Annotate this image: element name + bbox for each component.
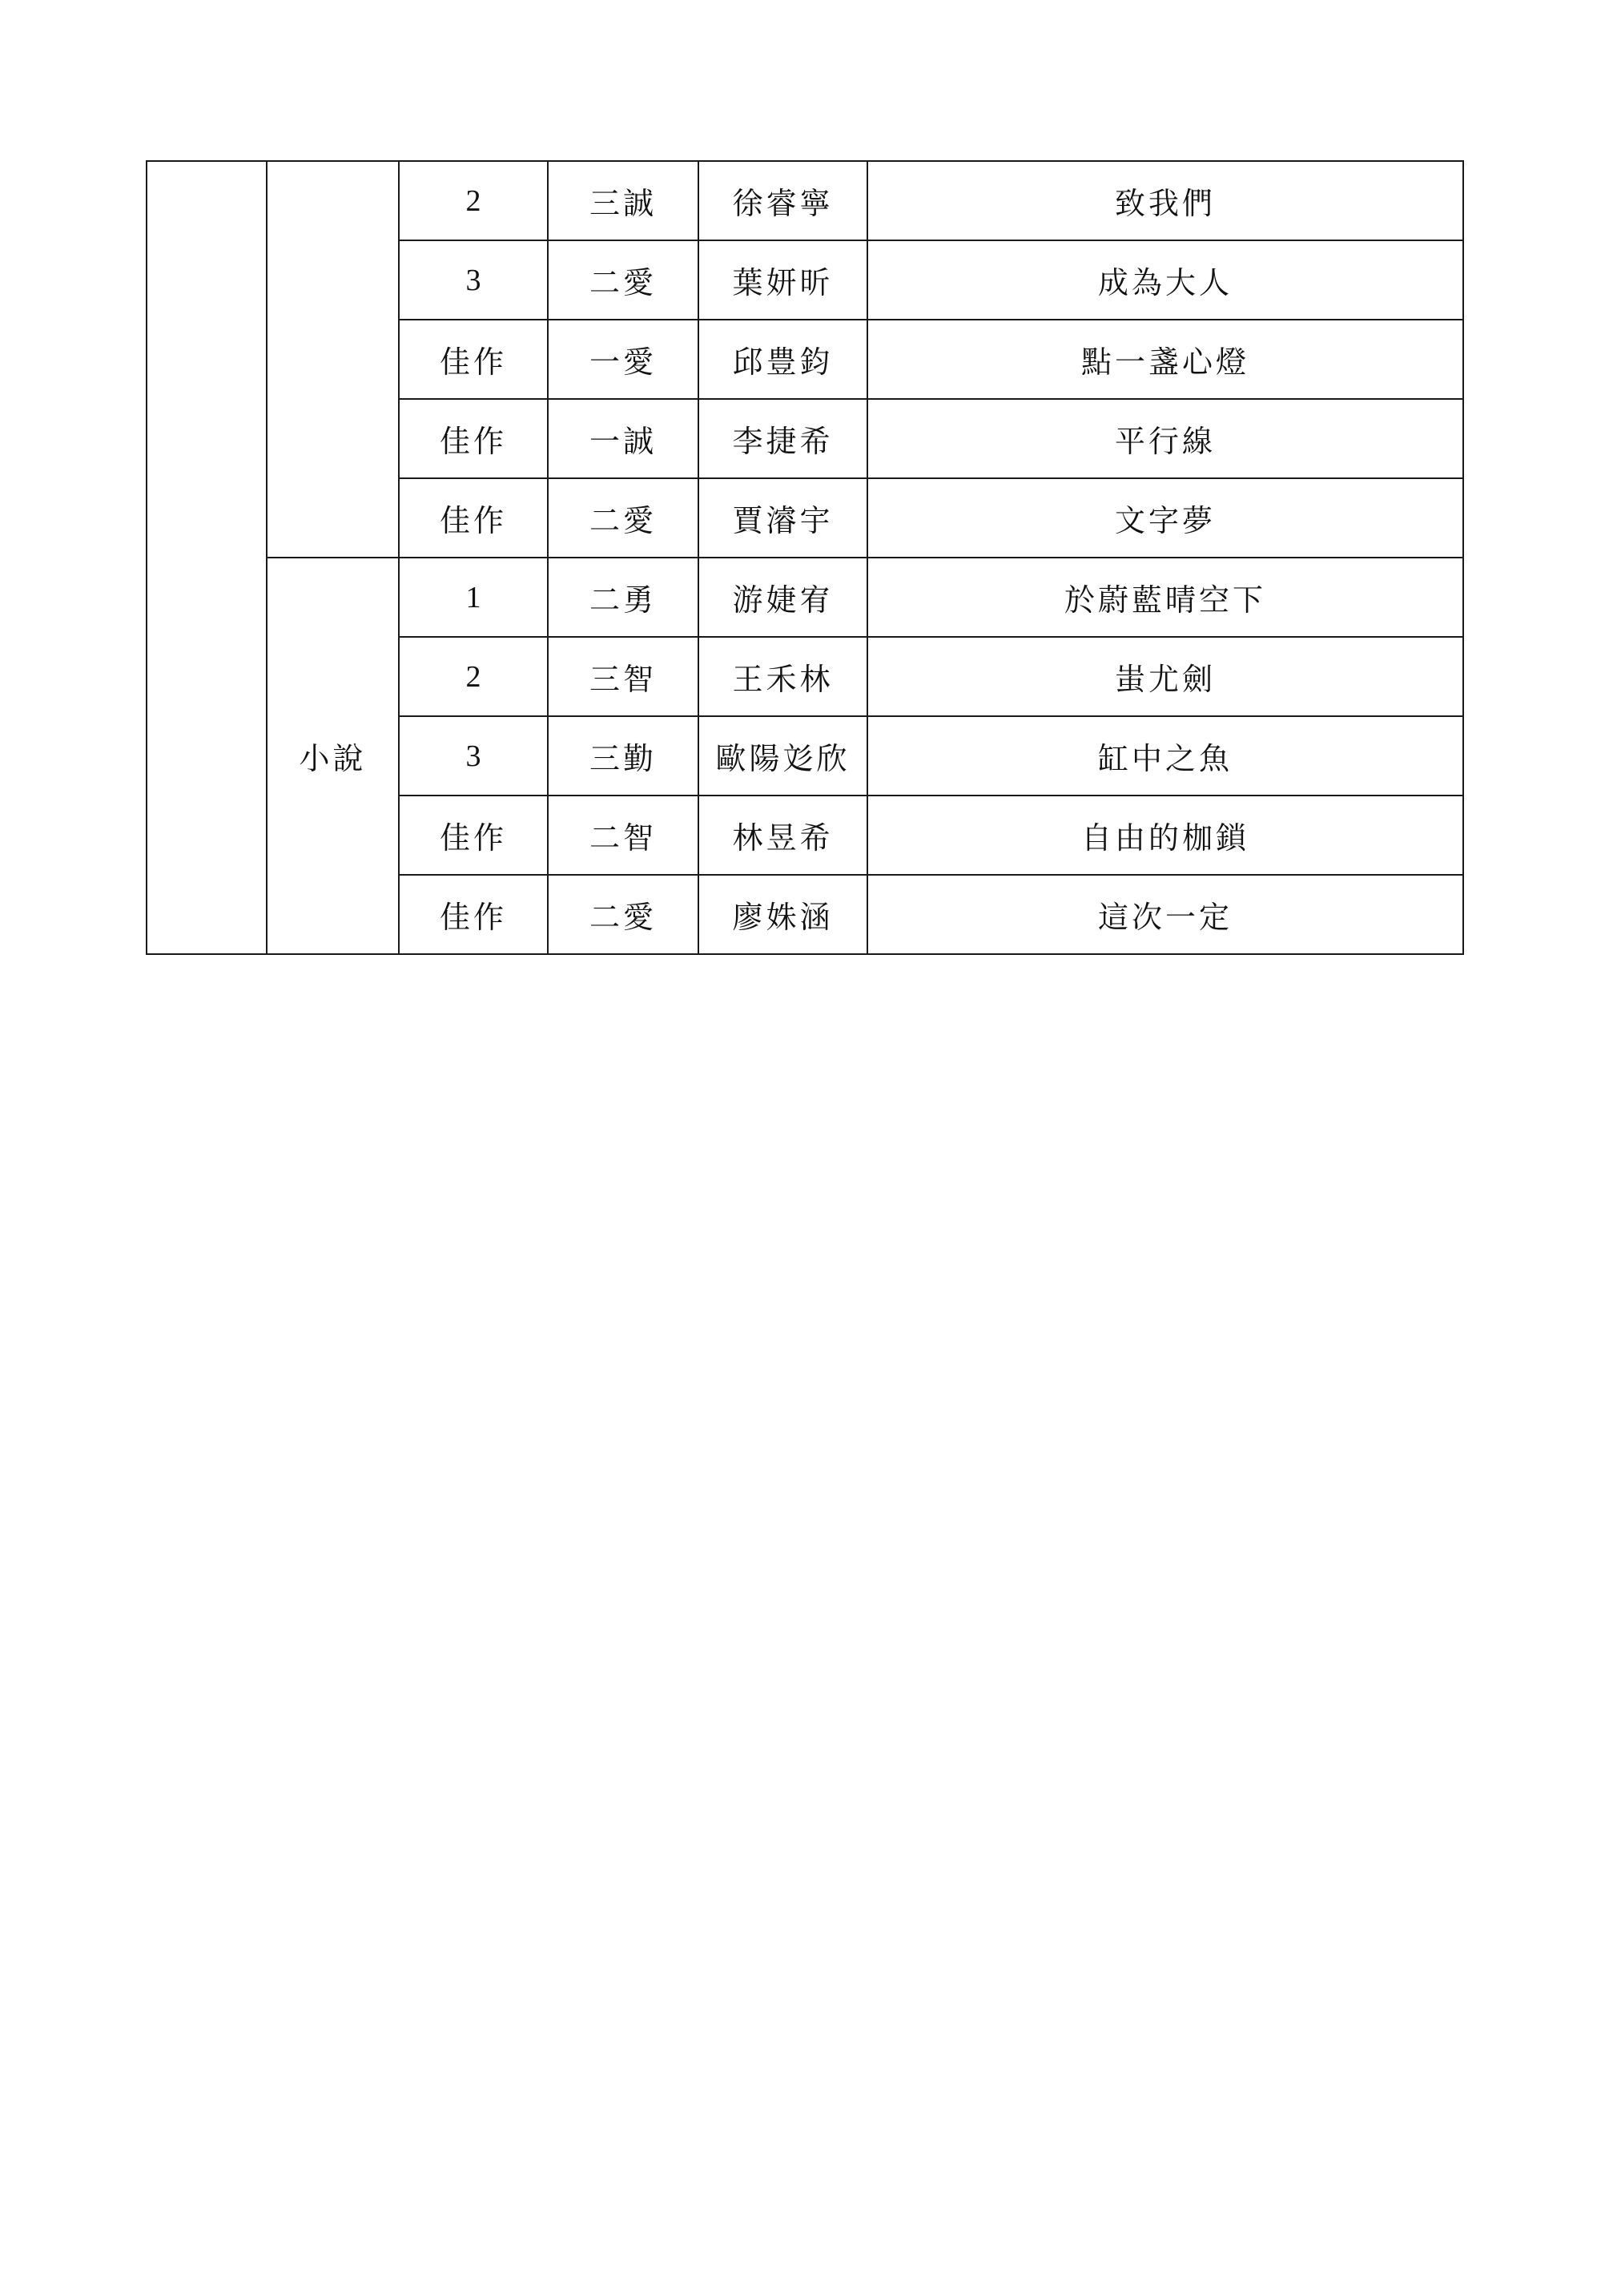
work-title-cell: 文字夢 <box>867 478 1463 558</box>
class-cell: 三智 <box>548 637 698 716</box>
class-cell: 一愛 <box>548 320 698 399</box>
awards-table <box>146 160 1464 955</box>
work-title-cell: 蚩尤劍 <box>867 637 1463 716</box>
table-row <box>147 161 1463 240</box>
category-cell <box>147 161 267 954</box>
class-cell: 二勇 <box>548 558 698 637</box>
work-title-cell: 平行線 <box>867 399 1463 478</box>
table-row <box>147 558 1463 637</box>
work-title-cell: 點一盞心燈 <box>867 320 1463 399</box>
work-title-cell: 成為大人 <box>867 240 1463 320</box>
class-cell: 二愛 <box>548 478 698 558</box>
class-cell: 三誠 <box>548 161 698 240</box>
work-title-cell: 於蔚藍晴空下 <box>867 558 1463 637</box>
class-cell: 一誠 <box>548 399 698 478</box>
work-title-cell: 自由的枷鎖 <box>867 796 1463 875</box>
rank-cell: 佳作 <box>399 478 548 558</box>
work-title-cell: 缸中之魚 <box>867 716 1463 796</box>
student-name-cell: 林昱希 <box>698 796 867 875</box>
class-cell: 二愛 <box>548 875 698 954</box>
class-cell: 二愛 <box>548 240 698 320</box>
class-cell: 三勤 <box>548 716 698 796</box>
student-name-cell: 廖姝涵 <box>698 875 867 954</box>
student-name-cell: 賈濬宇 <box>698 478 867 558</box>
student-name-cell: 李捷希 <box>698 399 867 478</box>
student-name-cell: 歐陽彣欣 <box>698 716 867 796</box>
rank-cell: 2 <box>399 637 548 716</box>
rank-cell: 佳作 <box>399 320 548 399</box>
student-name-cell: 徐睿寧 <box>698 161 867 240</box>
rank-cell: 2 <box>399 161 548 240</box>
rank-cell: 佳作 <box>399 796 548 875</box>
student-name-cell: 王禾林 <box>698 637 867 716</box>
class-cell: 二智 <box>548 796 698 875</box>
rank-cell: 佳作 <box>399 875 548 954</box>
rank-cell: 3 <box>399 716 548 796</box>
rank-cell: 佳作 <box>399 399 548 478</box>
student-name-cell: 游婕宥 <box>698 558 867 637</box>
rank-cell: 1 <box>399 558 548 637</box>
student-name-cell: 葉妍昕 <box>698 240 867 320</box>
work-title-cell: 這次一定 <box>867 875 1463 954</box>
student-name-cell: 邱豊鈞 <box>698 320 867 399</box>
rank-cell: 3 <box>399 240 548 320</box>
genre-cell-novel: 小說 <box>267 558 399 954</box>
work-title-cell: 致我們 <box>867 161 1463 240</box>
genre-cell-prev <box>267 161 399 558</box>
